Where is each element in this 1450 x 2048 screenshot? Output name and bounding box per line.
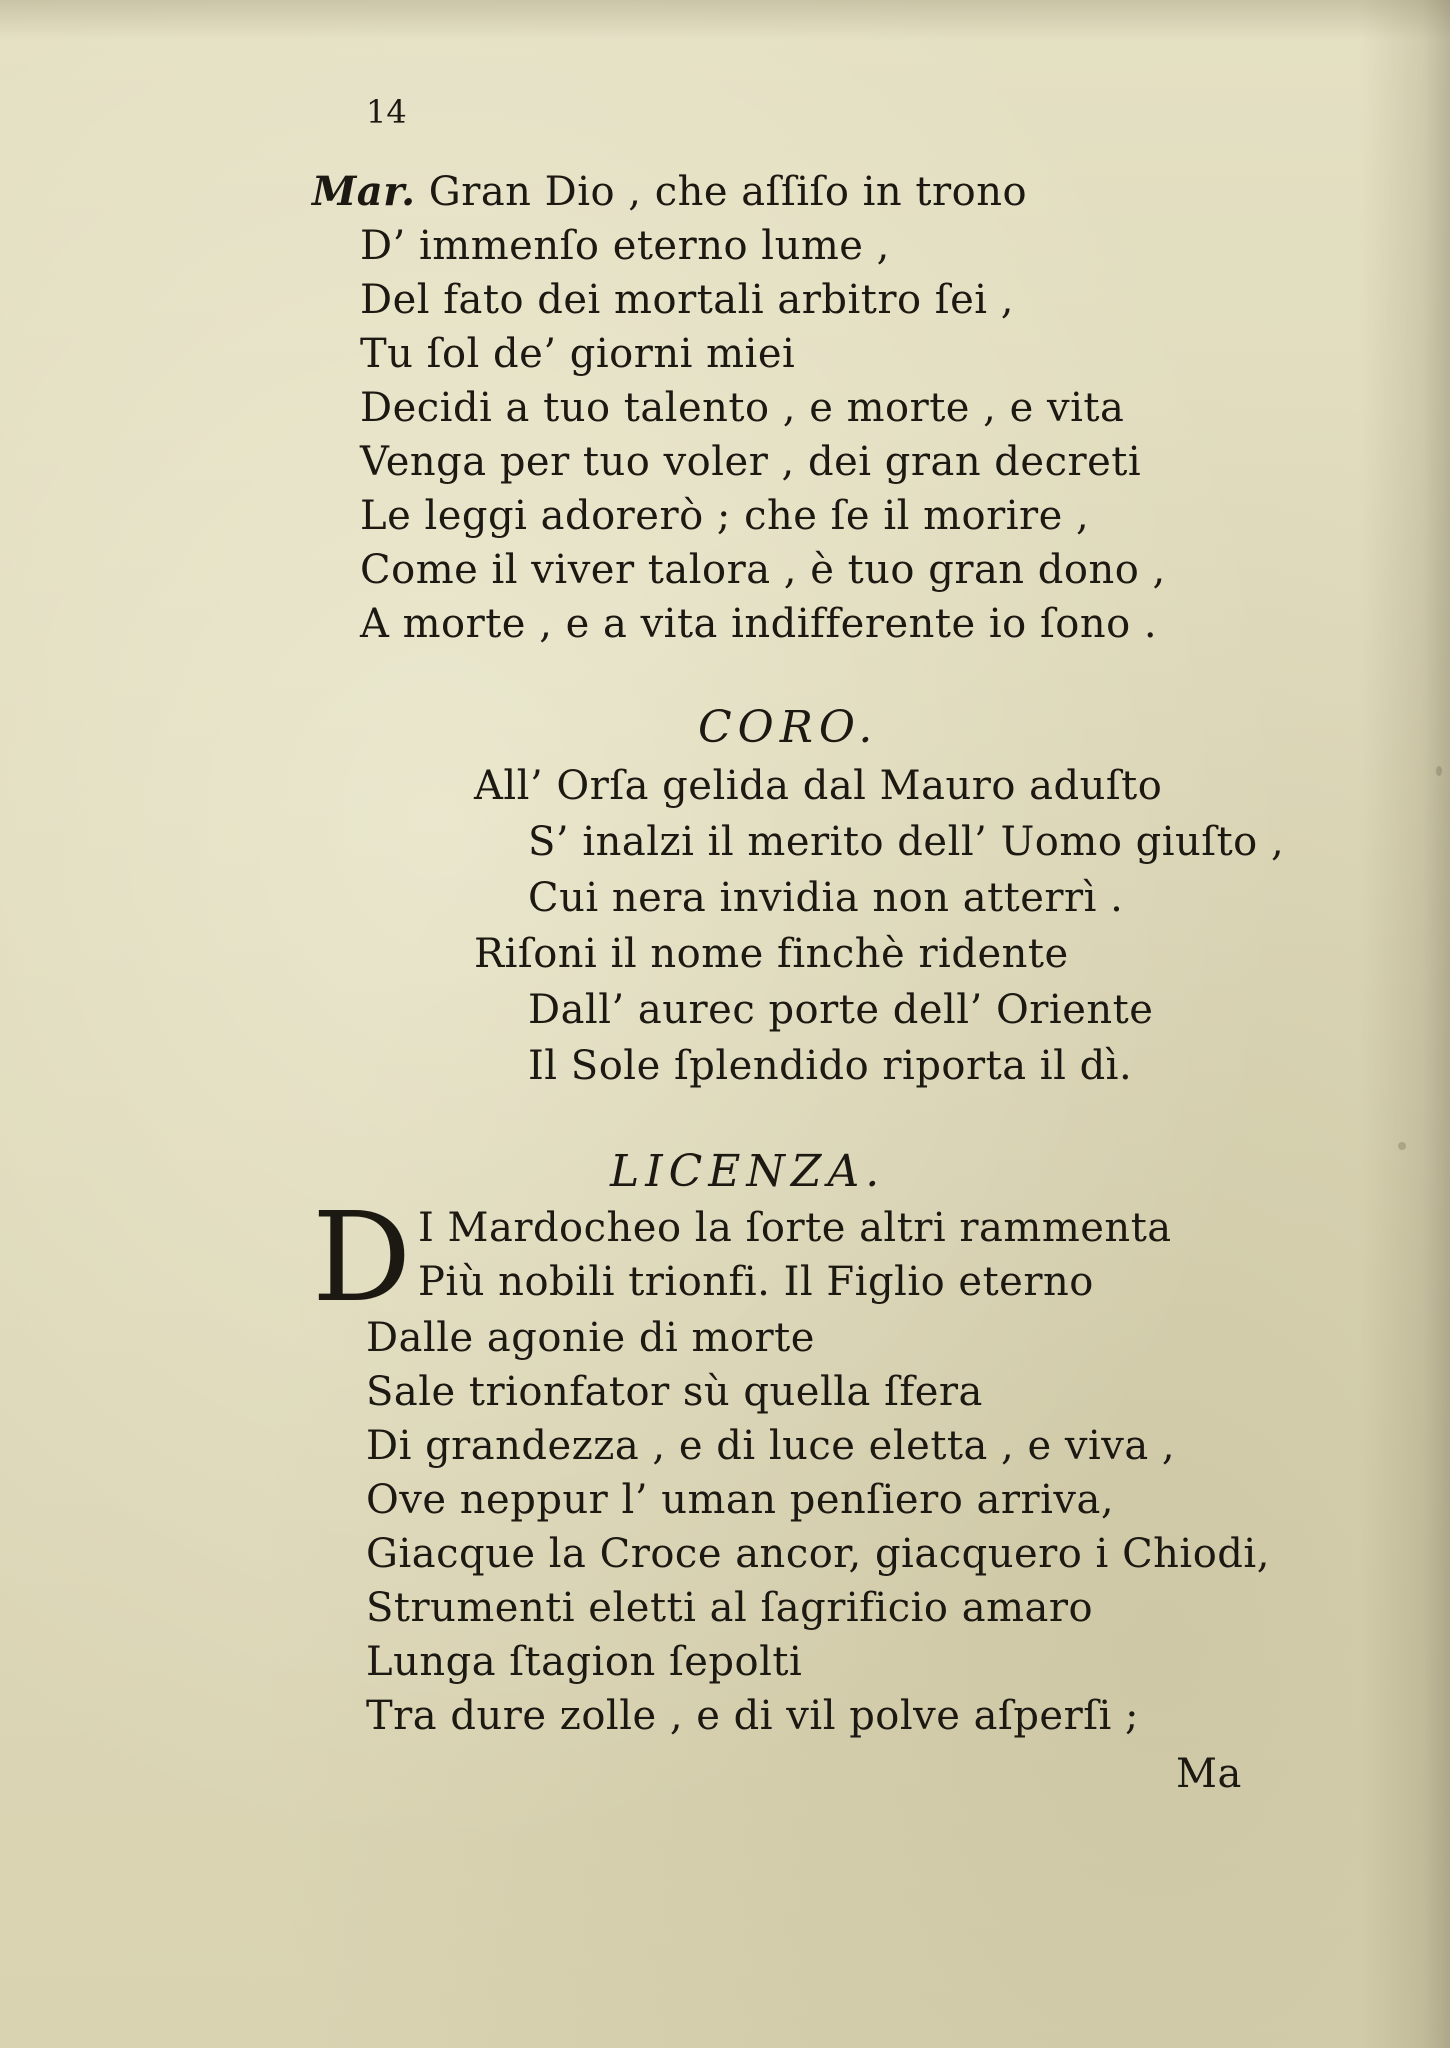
speech-line: Tu ſol de’ giorni miei bbox=[360, 331, 796, 377]
page-edge-shadow bbox=[1360, 0, 1450, 2048]
coro-line: Cui nera invidia non atterrì . bbox=[528, 875, 1124, 921]
ink-speck bbox=[1398, 1142, 1406, 1150]
speech-line-text: Gran Dio , che aſſiſo in trono bbox=[428, 169, 1028, 215]
speech-line: D’ immenſo eterno lume , bbox=[360, 223, 890, 269]
page-top-shadow bbox=[0, 0, 1450, 40]
coro-line: S’ inalzi il merito dell’ Uomo giuſto , bbox=[528, 819, 1285, 865]
speech-line: A morte , e a vita indifferente io ſono . bbox=[360, 601, 1158, 647]
coro-line: Dall’ aurec porte dell’ Oriente bbox=[528, 987, 1154, 1033]
licenza-line: Dalle agonie di morte bbox=[366, 1315, 815, 1361]
drop-cap-letter: D bbox=[312, 1186, 412, 1330]
licenza-line: Tra dure zolle , e di vil polve aſperſi ; bbox=[366, 1693, 1139, 1739]
licenza-line: Più nobili trionfi. Il Figlio eterno bbox=[418, 1259, 1094, 1305]
coro-line: All’ Orſa gelida dal Mauro aduſto bbox=[474, 763, 1163, 809]
speech-line: Del fato dei mortali arbitro ſei , bbox=[360, 277, 1014, 323]
ink-speck bbox=[1436, 766, 1442, 776]
speech-line: Decidi a tuo talento , e morte , e vita bbox=[360, 385, 1125, 431]
licenza-line: Lunga ſtagion ſepolti bbox=[366, 1639, 803, 1685]
speech-line: Venga per tuo voler , dei gran decreti bbox=[360, 439, 1142, 485]
licenza-line: I Mardocheo la ſorte altri rammenta bbox=[418, 1205, 1172, 1251]
licenza-line: Strumenti eletti al ſagrificio amaro bbox=[366, 1585, 1094, 1631]
speech-line bbox=[312, 168, 1027, 216]
catchword: Ma bbox=[1176, 1751, 1242, 1797]
coro-line: Il Sole ſplendido riporta il dì. bbox=[528, 1043, 1133, 1089]
licenza-heading: LICENZA. bbox=[610, 1146, 886, 1197]
coro-line: Riſoni il nome finchè ridente bbox=[474, 931, 1069, 977]
speech-line: Come il viver talora , è tuo gran dono , bbox=[360, 547, 1166, 593]
licenza-line: Di grandezza , e di luce eletta , e viva , bbox=[366, 1423, 1176, 1469]
coro-heading: CORO. bbox=[698, 702, 879, 753]
licenza-line: Sale trionfator sù quella ſfera bbox=[366, 1369, 983, 1415]
speech-line: Le leggi adorerò ; che ſe il morire , bbox=[360, 493, 1090, 539]
licenza-line: Ove neppur l’ uman penſiero arriva, bbox=[366, 1477, 1115, 1523]
page-number: 14 bbox=[366, 93, 407, 131]
speaker-name: Mar. bbox=[312, 168, 416, 215]
licenza-line: Giacque la Croce ancor, giacquero i Chiodi, bbox=[366, 1531, 1270, 1577]
